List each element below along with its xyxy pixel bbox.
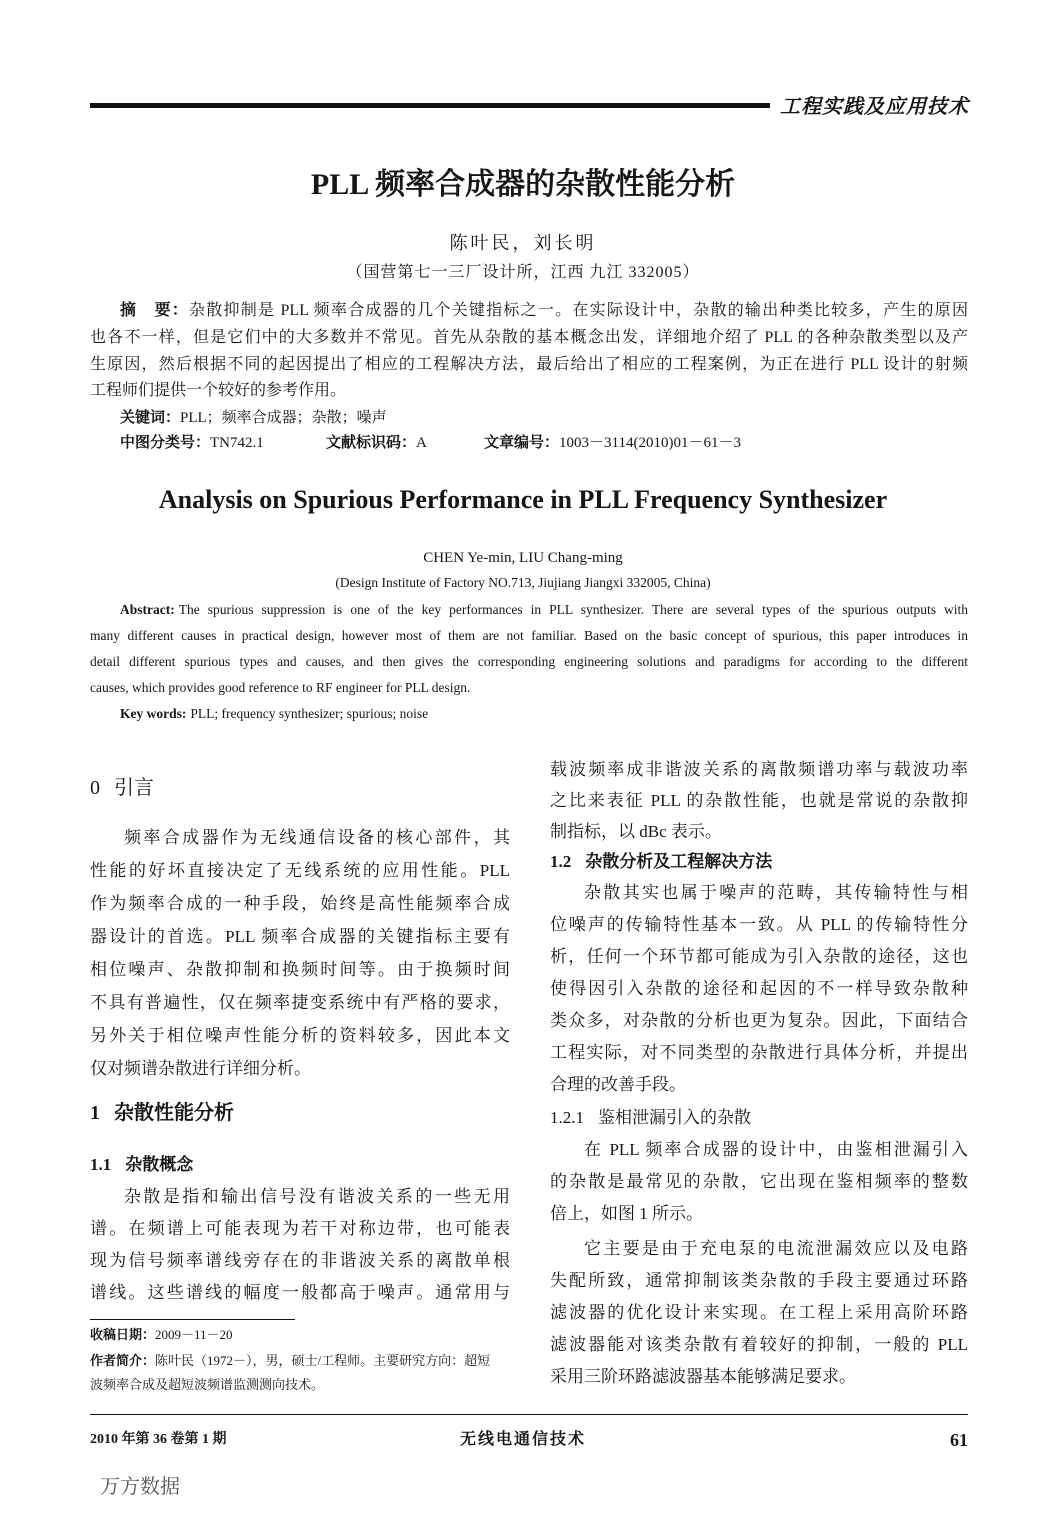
- clc-number: [120, 431, 264, 455]
- body-text-line: 谱。在频谱上可能表现为若干对称边带，也可能表: [90, 1219, 510, 1238]
- body-text-line: 失配所致，通常抑制该类杂散的手段主要通过环路: [550, 1271, 968, 1290]
- keywords-cn: [120, 406, 387, 430]
- body-text-line: 位噪声的传输特性基本一致。从 PLL 的传输特性分: [550, 915, 968, 934]
- subsection-heading-1-1: [90, 1151, 193, 1179]
- subsection-title: 鉴相泄漏引入的杂散: [598, 1108, 751, 1127]
- section-heading-intro: [90, 773, 154, 803]
- abstract-cn-text: 杂散抑制是 PLL 频率合成器的几个关键指标之一。在实际设计中，杂散的输出种类比较多，产生的原因: [189, 302, 968, 319]
- section-number: 1: [90, 1102, 100, 1124]
- running-header-section: 工程实践及应用技术: [780, 96, 969, 118]
- footnote-received: [90, 1325, 233, 1345]
- author-names: 陈叶民，刘长明: [449, 233, 597, 253]
- body-text-line: 杂散其实也属于噪声的范畴，其传输特性与相: [584, 883, 968, 902]
- keywords-cn-value: PLL；频率合成器；杂散；噪声: [180, 410, 387, 426]
- author-affiliation-en: (Design Institute of Factory NO.713, Jiujiang Jiangxi 332005, China): [335, 575, 711, 590]
- abstract-cn-line: 工程师们提供一个较好的参考作用。: [90, 382, 347, 399]
- body-text-line: 不具有普遍性，仅在频率捷变系统中有严格的要求，: [90, 993, 510, 1012]
- header-rule: [90, 103, 770, 108]
- body-text-line: 器设计的首选。PLL 频率合成器的关键指标主要有: [90, 927, 510, 946]
- body-text-line: 使得因引入杂散的途径和起因的不一样导致杂散种: [550, 979, 968, 998]
- body-text-line: 采用三阶环路滤波器基本能够满足要求。: [550, 1367, 856, 1386]
- subsection-heading-1-2-1: [550, 1104, 751, 1132]
- subsection-number: 1.1: [90, 1155, 112, 1174]
- subsection-number: 1.2.1: [550, 1108, 584, 1127]
- body-text-line: 工程实际，对不同类型的杂散进行具体分析，并提出: [550, 1043, 968, 1062]
- body-text-line: 另外关于相位噪声性能分析的资料较多，因此本文: [90, 1026, 510, 1045]
- clc-value: TN742.1: [210, 435, 264, 451]
- abstract-en-label: Abstract:: [120, 602, 175, 617]
- body-text-line: 之比来表征 PLL 的杂散性能，也就是常说的杂散抑: [550, 791, 968, 810]
- body-text-line: 析，任何一个环节都可能成为引入杂散的途径，这也: [550, 947, 968, 966]
- subsection-heading-1-2: [550, 848, 772, 876]
- received-label: 收稿日期：: [90, 1327, 156, 1342]
- author-bio-label: 作者简介：: [90, 1353, 156, 1368]
- abstract-cn-line: [120, 299, 968, 323]
- subsection-number: 1.2: [550, 852, 572, 871]
- body-text-line: 制指标，以 dBc 表示。: [550, 822, 722, 841]
- document-code: [326, 431, 427, 455]
- abstract-cn-label: 摘 要：: [120, 302, 190, 319]
- article-number-value: 1003－3114(2010)01－61－3: [559, 435, 741, 451]
- body-text-line: 的杂散是最常见的杂散，它出现在鉴相频率的整数: [550, 1172, 968, 1191]
- body-text-line: 合理的改善手段。: [550, 1075, 686, 1094]
- body-text-line: 在 PLL 频率合成器的设计中，由鉴相泄漏引入: [584, 1140, 968, 1159]
- article-number: [484, 431, 741, 455]
- abstract-en-line: causes, which provides good reference to RF engineer for PLL design.: [90, 680, 471, 695]
- section-number: 0: [90, 777, 100, 799]
- footnote-author: [90, 1351, 490, 1371]
- body-text-line: 现为信号频率谱线旁存在的非谐波关系的离散单根: [90, 1251, 510, 1270]
- footnote-author-cont: 波频率合成及超短波频谱监测测向技术。: [90, 1377, 325, 1392]
- paper-title-en: Analysis on Spurious Performance in PLL Frequency Synthesizer: [158, 485, 888, 514]
- author-bio-text: 陈叶民（1972－），男，硕士/工程师。主要研究方向：超短: [155, 1353, 491, 1368]
- footer-issue: 2010 年第 36 卷第 1 期: [90, 1432, 227, 1447]
- page-number: 61: [950, 1430, 968, 1450]
- body-text-line: 仅对频谱杂散进行详细分析。: [90, 1059, 311, 1078]
- author-names-en: CHEN Ye-min, LIU Chang-ming: [423, 550, 623, 566]
- body-text-line: 滤波器的优化设计来实现。在工程上采用高阶环路: [550, 1303, 968, 1322]
- body-text-line: 相位噪声、杂散抑制和换频时间等。由于换频时间: [90, 960, 510, 979]
- body-text-line: 频率合成器作为无线通信设备的核心部件，其: [124, 828, 510, 847]
- keywords-cn-label: 关键词：: [120, 410, 181, 426]
- abstract-en-line: [120, 599, 968, 621]
- body-text-line: 作为频率合成的一种手段，始终是高性能频率合成: [90, 894, 510, 913]
- body-text-line: 杂散是指和输出信号没有谐波关系的一些无用: [124, 1187, 510, 1206]
- abstract-en-text: The spurious suppression is one of the key performances in PLL synthesizer. There are several types of the spurious outputs with: [178, 602, 968, 617]
- keywords-en-value: PLL; frequency synthesizer; spurious; noise: [190, 706, 429, 721]
- article-number-label: 文章编号：: [484, 435, 560, 451]
- body-text-line: 性能的好坏直接决定了无线系统的应用性能。PLL: [90, 861, 510, 880]
- body-text-line: 倍上，如图 1 所示。: [550, 1204, 703, 1223]
- body-text-line: 滤波器能对该类杂散有着较好的抑制，一般的 PLL: [550, 1335, 968, 1354]
- footer-rule: [90, 1414, 968, 1415]
- paper-title: PLL 频率合成器的杂散性能分析: [310, 168, 736, 201]
- watermark: 万方数据: [100, 1476, 180, 1498]
- document-code-value: A: [416, 435, 427, 451]
- subsection-title: 杂散分析及工程解决方法: [585, 852, 773, 871]
- footnote-rule: [90, 1319, 295, 1320]
- document-code-label: 文献标识码：: [326, 435, 417, 451]
- abstract-en-line: many different causes in practical design, however most of them are not familiar. Based on the basic concept of spurious, this paper introduces in: [90, 628, 968, 643]
- abstract-cn-line: 生原因，然后根据不同的起因提出了相应的工程解决方法，最后给出了相应的工程案例，为正在进行 PLL 设计的射频: [90, 356, 968, 373]
- section-heading-1: [90, 1098, 234, 1128]
- section-title: 杂散性能分析: [114, 1102, 234, 1124]
- abstract-cn-line: 也各不一样，但是它们中的大多数并不常见。首先从杂散的基本概念出发，详细地介绍了 PLL 的各种杂散类型以及产: [90, 329, 968, 346]
- section-title: 引言: [114, 777, 154, 799]
- author-affiliation: （国营第七一三厂设计所，江西 九江 332005）: [346, 264, 700, 281]
- subsection-title: 杂散概念: [125, 1155, 194, 1174]
- keywords-en: [120, 703, 428, 725]
- body-text-line: 谱线。这些谱线的幅度一般都高于噪声。通常用与: [90, 1283, 510, 1302]
- abstract-en-line: detail different spurious types and causes, and then gives the corresponding engineering solutions and paradigms for according to the different: [90, 654, 968, 669]
- body-text-line: 载波频率成非谐波关系的离散频谱功率与载波功率: [550, 760, 968, 779]
- received-value: 2009－11－20: [155, 1327, 233, 1342]
- clc-label: 中图分类号：: [120, 435, 211, 451]
- body-text-line: 它主要是由于充电泵的电流泄漏效应以及电路: [584, 1239, 968, 1258]
- body-text-line: 类众多，对杂散的分析也更为复杂。因此，下面结合: [550, 1011, 968, 1030]
- footer-journal-name: 无线电通信技术: [459, 1431, 586, 1448]
- keywords-en-label: Key words:: [120, 706, 187, 721]
